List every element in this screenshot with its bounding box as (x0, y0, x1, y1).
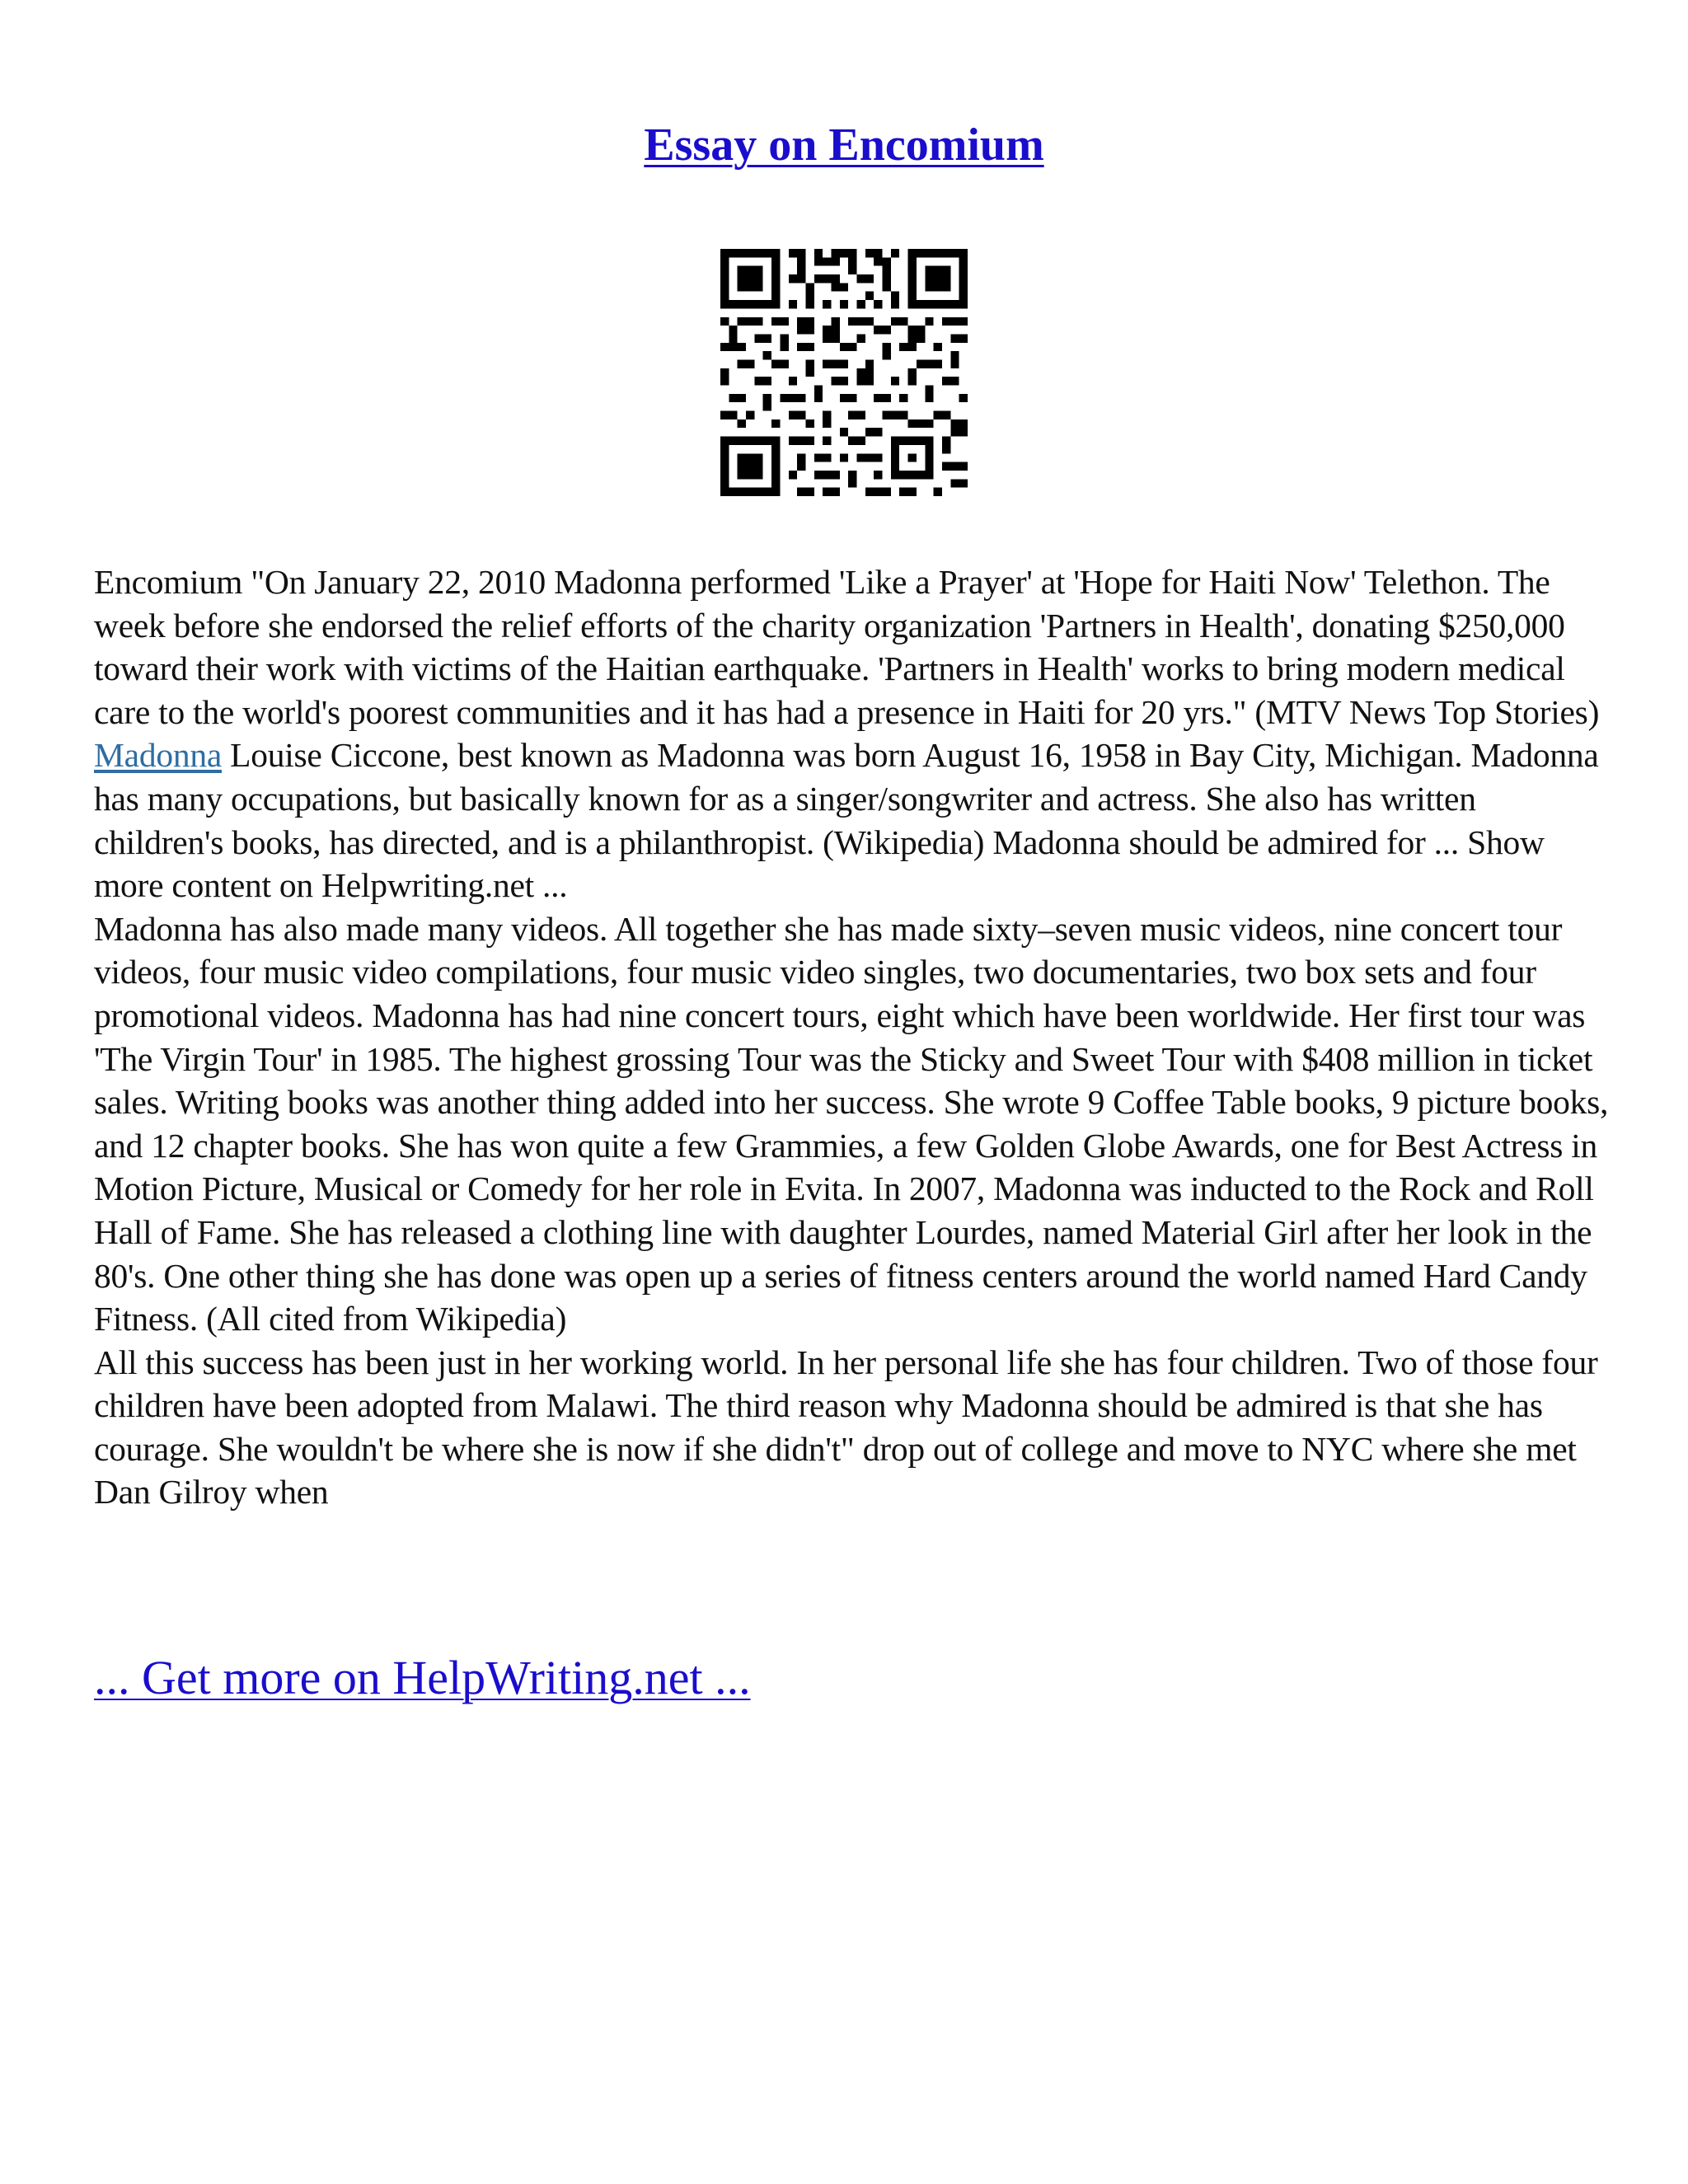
paragraph-3: All this success has been just in her working world. In her personal life she has four children. Two of those four children have been adopted from Malawi. The third reason why Madonna should be admired is that she has courage. She wouldn't be where she is now if she didn't" drop out of college and move to NYC where she met Dan Gilroy when (94, 1343, 1598, 1511)
essay-body (94, 560, 1611, 1514)
qr-code-icon (720, 249, 968, 496)
get-more-section (94, 1648, 751, 1708)
paragraph-1 (94, 560, 1611, 907)
paragraph-1-end: Louise Ciccone, best known as Madonna was born August 16, 1958 in Bay City, Michigan. Madonna has many occupations, but basically known for as a singer/songwriter and actress. She also has written children's books, has directed, and is a philanthropist. (Wikipedia) Madonna should be admired for ... Show more content on Helpwriting.net ... (94, 736, 1599, 905)
page-title (0, 115, 1688, 175)
paragraph-2: Madonna has also made many videos. All together she has made sixty–seven music videos, nine concert tour videos, four music video compilations, four music video singles, two documentaries, two box sets and four promotional videos. Madonna has had nine concert tours, eight which have been worldwide. Her first tour was 'The Virgin Tour' in 1985. The highest grossing Tour was the Sticky and Sweet Tour with $408 million in ticket sales. Writing books was another thing added into her success. She wrote 9 Coffee Table books, 9 picture books, and 12 chapter books. She has won quite a few Grammies, a few Golden Globe Awards, one for Best Actress in Motion Picture, Musical or Comedy for her role in Evita. In 2007, Madonna was inducted to the Rock and Roll Hall of Fame. She has released a clothing line with daughter Lourdes, named Material Girl after her look in the 80's. One other thing she has done was open up a series of fitness centers around the world named Hard Candy Fitness. (All cited from Wikipedia) (94, 909, 1609, 1338)
get-more-link[interactable]: ... Get more on HelpWriting.net ... (94, 1651, 751, 1704)
paragraph-1-start: Encomium "On January 22, 2010 Madonna performed 'Like a Prayer' at 'Hope for Haiti Now' Telethon. The week before she endorsed the relief efforts of the charity organization 'Partners in Health', donating $250,000 toward their work with victims of the Haitian earthquake. 'Partners in Health' works to bring modern medical care to the world's poorest communities and it has had a presence in Haiti for 20 yrs." (MTV News Top Stories) (94, 563, 1600, 731)
title-link[interactable]: Essay on Encomium (644, 120, 1044, 171)
madonna-link[interactable]: Madonna (94, 736, 222, 775)
